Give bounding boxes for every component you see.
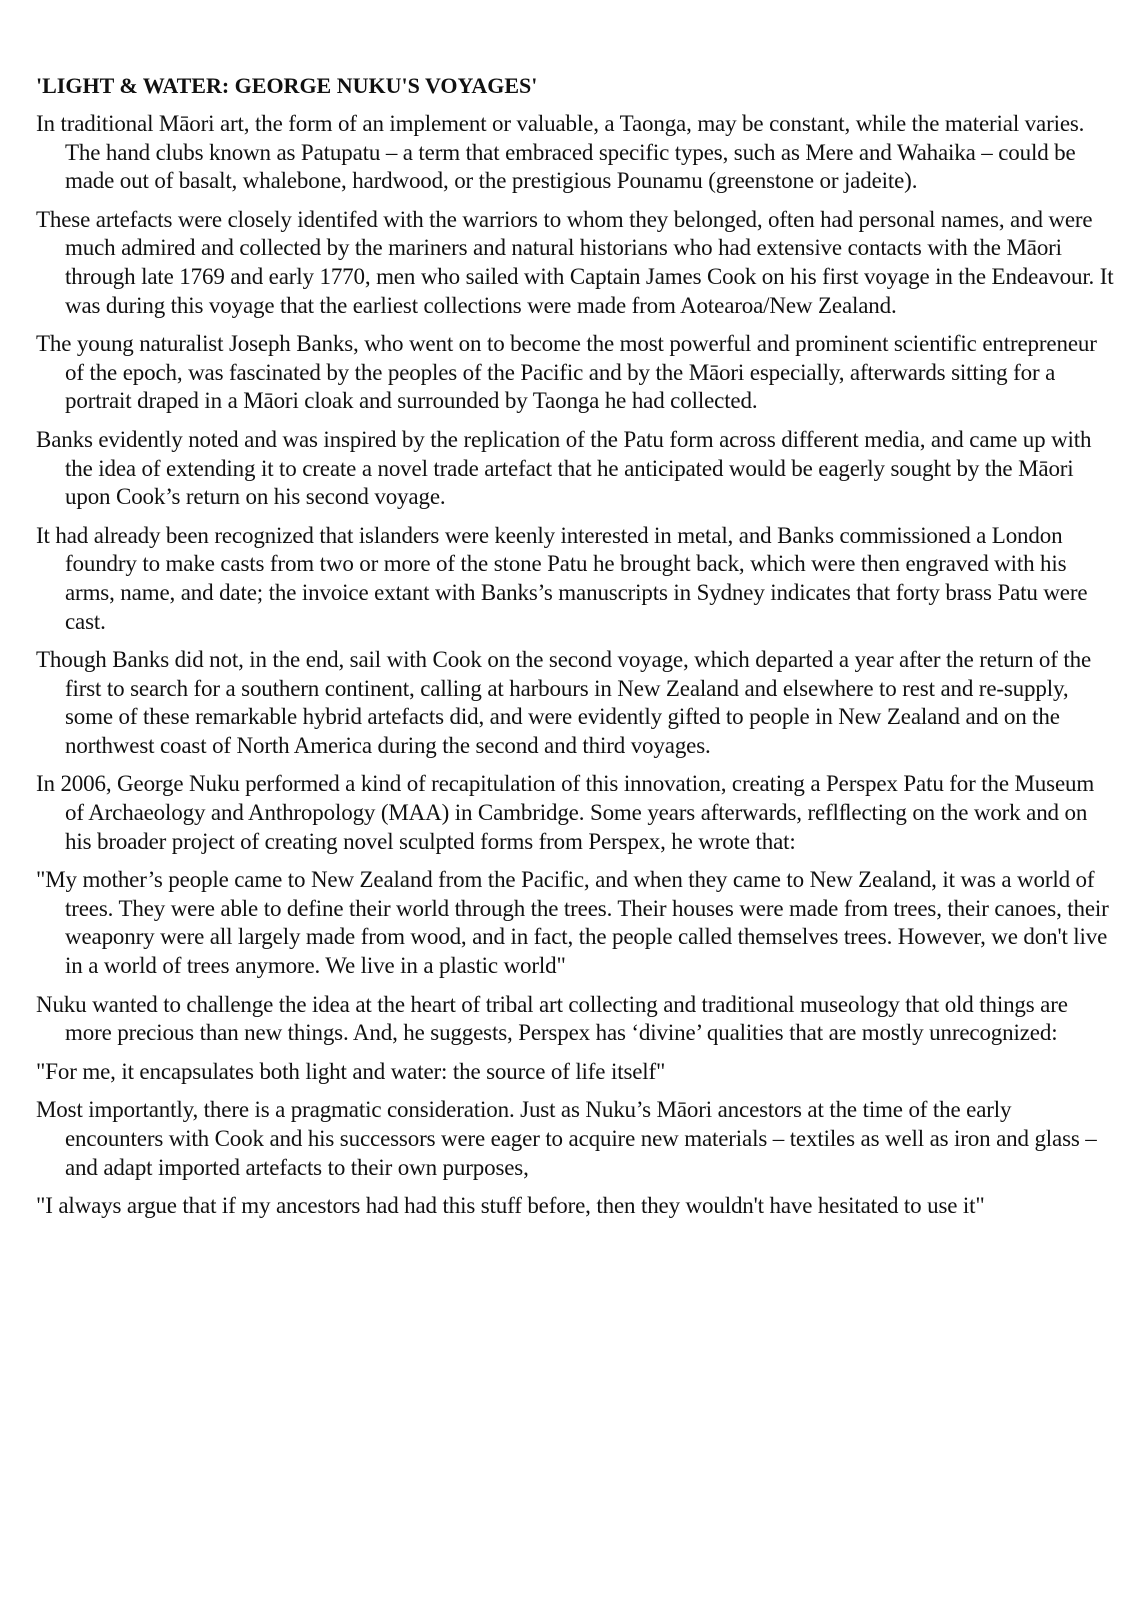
quote-paragraph: "For me, it encapsulates both light and water: the source of life itself" [36,1058,666,1084]
paragraph: The young naturalist Joseph Banks, who went on to become the most powerful and prominent scientific entrepreneur of the epoch, was fascinated by the peoples of the Pacific and by the Māori especially, afterwards sitting for a portrait draped in a Māori cloak and surrounded by Taonga he had collected. [36,331,1097,414]
quote-paragraph: "I always argue that if my ancestors had had this stuff before, then they wouldn't have hesitated to use it" [36,1193,985,1219]
paragraph: These artefacts were closely identifed with the warriors to whom they belonged, often had personal names, and were much admired and collected by the mariners and natural historians who had extensive contacts with the Māori through late 1769 and early 1770, men who sailed with Captain James Cook on his first voyage in the Endeavour. It was during this voyage that the earliest collections were made from Aotearoa/New Zealand. [36,206,1114,318]
paragraph: In 2006, George Nuku performed a kind of recapitulation of this innovation, creating a Perspex Patu for the Museum of Archaeology and Anthropology (MAA) in Cambridge. Some years afterwards, reflﬂecting on the work and on his broader project of creating novel sculpted forms from Perspex, he wrote that: [36,771,1095,854]
paragraph: It had already been recognized that islanders were keenly interested in metal, and Banks commissioned a London foundry to make casts from two or more of the stone Patu he brought back, which were then engraved with his arms, name, and date; the invoice extant with Banks’s manuscripts in Sydney indicates that forty brass Patu were cast. [36,522,1088,634]
paragraph: Most importantly, there is a pragmatic consideration. Just as Nuku’s Māori ancestors at the time of the early encounters with Cook and his successors were eager to acquire new materials – textiles as well as iron and glass – and adapt imported artefacts to their own purposes, [36,1097,1097,1180]
document-page [36,72,1114,1231]
paragraph: Banks evidently noted and was inspired by the replication of the Patu form across different media, and came up with the idea of extending it to create a novel trade artefact that he anticipated would be eagerly sought by the Māori upon Cook’s return on his second voyage. [36,426,1092,510]
document-title: 'LIGHT & WATER: GEORGE NUKU'S VOYAGES' [36,73,538,98]
quote-paragraph: "My mother’s people came to New Zealand from the Pacific, and when they came to New Zealand, it was a world of trees. They were able to define their world through the trees. Their houses were made from trees, their canoes, their weaponry were all largely made from wood, and in fact, the people called themselves trees. However, we don't live in a world of trees anymore. We live in a plastic world" [36,867,1109,979]
document-body [36,110,1114,1221]
paragraph: In traditional Māori art, the form of an implement or valuable, a Taonga, may be constant, while the material varies. The hand clubs known as Patupatu – a term that embraced specific types, such as Mere and Wahaika – could be made out of basalt, whalebone, hardwood, or the prestigious Pounamu (greenstone or jadeite). [36,111,1085,194]
paragraph: Though Banks did not, in the end, sail with Cook on the second voyage, which departed a year after the return of the first to search for a southern continent, calling at harbours in New Zealand and elsewhere to rest and re-supply, some of these remarkable hybrid artefacts did, and were evidently gifted to people in New Zealand and on the northwest coast of North America during the second and third voyages. [36,647,1091,758]
paragraph: Nuku wanted to challenge the idea at the heart of tribal art collecting and traditional museology that old things are more precious than new things. And, he suggests, Perspex has ‘divine’ qualities that are mostly unrecognized: [36,991,1068,1046]
